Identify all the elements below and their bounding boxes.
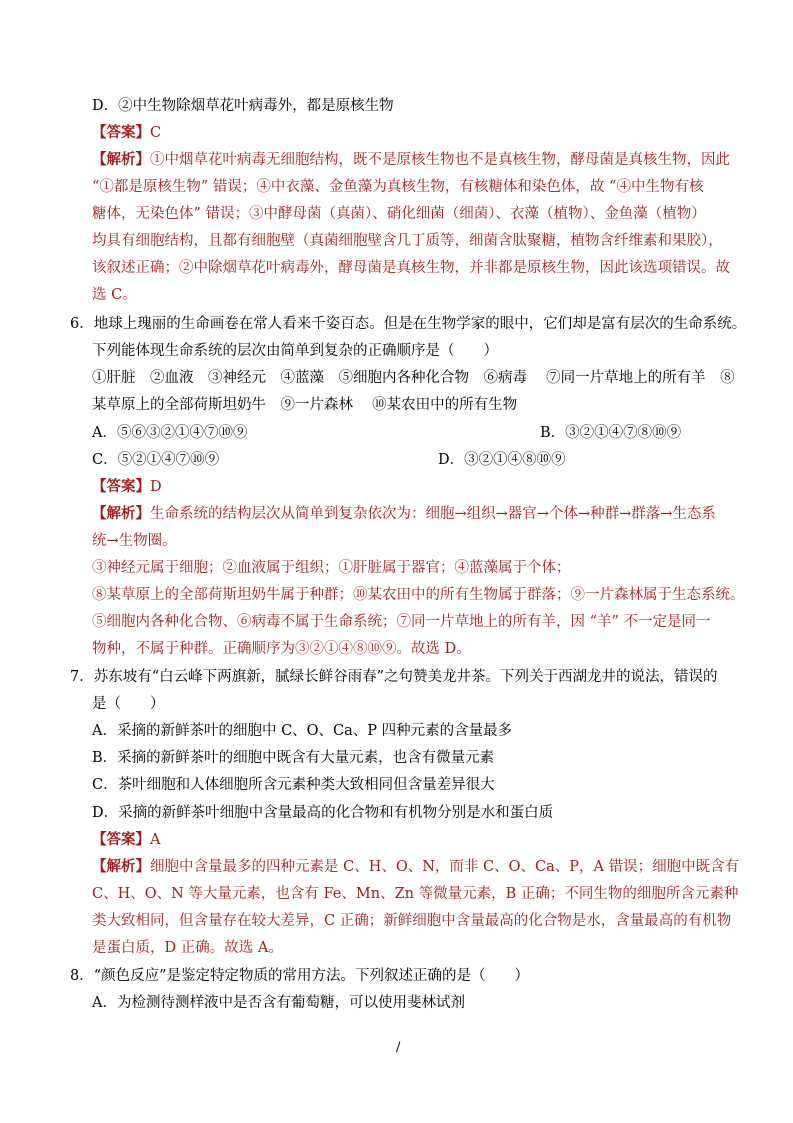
q6-stem: 某草原上的全部荷斯坦奶牛 ⑨一片森林 ⑩某农田中的所有生物	[92, 397, 518, 413]
q7-stem: 7．苏东坡有“白云峰下两旗新，腻绿长鲜谷雨春”之句赞美龙井茶。下列关于西湖龙井的说法，错误的	[70, 669, 718, 685]
answer-tag: 【答案】	[92, 124, 150, 141]
q5-analysis-line: 均具有细胞结构，且都有细胞壁（真菌细胞壁含几丁质等，细菌含肽聚糖，植物含纤维素和果胶），	[92, 233, 723, 249]
analysis-text: ①中烟草花叶病毒无细胞结构，既不是原核生物也不是真核生物，酵母菌是真核生物，因此	[150, 152, 730, 168]
q7-stem: 是（ ）	[92, 696, 165, 712]
q5-analysis-line: 选 C。	[92, 287, 137, 303]
q6-analysis-line: ⑤细胞内各种化合物、⑥病毒不属于生命系统；⑦同一片草地上的所有羊，因 “羊” 不一定是同一	[92, 614, 711, 630]
q6-option-b: B．③②①④⑦⑧⑩⑨	[540, 425, 682, 441]
q7-option-a: A．采摘的新鲜茶叶的细胞中 C、O、Ca、P 四种元素的含量最多	[92, 723, 513, 739]
q5-answer	[92, 123, 161, 143]
q6-options-row	[92, 423, 682, 443]
answer-value: A	[150, 832, 161, 848]
answer-value: C	[150, 125, 162, 141]
page-footer: /	[396, 1040, 401, 1055]
q7-option-c: C．茶叶细胞和人体细胞所含元素种类大致相同但含量差异很大	[92, 777, 495, 793]
q6-option-c: C．⑤②①④⑦⑩⑨	[92, 452, 220, 468]
q6-analysis-line	[92, 504, 716, 524]
q5-analysis-line: 该叙述正确；②中除烟草花叶病毒外，酵母菌是真核生物，并非都是原核生物，因此该选项错误。故	[92, 260, 730, 276]
q6-analysis-line: 统→生物圈。	[92, 533, 177, 549]
q6-options-row	[92, 450, 566, 470]
analysis-tag: 【解析】	[92, 505, 150, 522]
q7-answer	[92, 830, 160, 850]
q6-analysis-line: 物种，不属于种群。正确顺序为③②①④⑧⑩⑨。故选 D。	[92, 641, 471, 657]
q6-analysis-line: ⑧某草原上的全部荷斯坦奶牛属于种群；⑩某农田中的所有生物属于群落；⑨一片森林属于生态系统。	[92, 587, 745, 603]
answer-value: D	[150, 479, 162, 495]
q6-stem: 下列能体现生命系统的层次由简单到复杂的正确顺序是（ ）	[92, 343, 498, 359]
q6-analysis-line: ③神经元属于细胞；②血液属于组织；①肝脏属于器官；④蓝藻属于个体；	[92, 560, 571, 576]
analysis-text: 细胞中含量最多的四种元素是 C、H、O、N，而非 C、O、Ca、P，A 错误；细胞中既含有	[150, 859, 740, 875]
q6-answer	[92, 477, 162, 497]
q7-analysis-line: 类大致相同，但含量存在较大差异，C 正确；新鲜细胞中含量最高的化合物是水，含量最高的有机物	[92, 913, 732, 929]
analysis-tag: 【解析】	[92, 858, 150, 875]
analysis-tag: 【解析】	[92, 151, 150, 168]
q6-option-a: A．⑤⑥③②①④⑦⑩⑨	[92, 425, 248, 441]
q5-analysis-line: “①都是原核生物” 错误；④中衣藻、金鱼藻为真核生物，有核糖体和染色体，故 “④中生物有核	[92, 179, 704, 195]
q6-stem: ①肝脏 ②血液 ③神经元 ④蓝藻 ⑤细胞内各种化合物 ⑥病毒 ⑦同一片草地上的所有羊 ⑧	[92, 370, 735, 386]
analysis-text: 生命系统的结构层次从简单到复杂依次为：细胞→组织→器官→个体→种群→群落→生态系	[150, 506, 716, 522]
q5-option-d: D．②中生物除烟草花叶病毒外，都是原核生物	[92, 98, 394, 114]
q5-analysis-line	[92, 150, 730, 170]
q7-analysis-line: 是蛋白质，D 正确。故选 A。	[92, 940, 283, 956]
q8-option-a: A．为检测待测样液中是否含有葡萄糖，可以使用斐林试剂	[92, 995, 465, 1011]
answer-tag: 【答案】	[92, 478, 150, 495]
q7-option-b: B．采摘的新鲜茶叶的细胞中既含有大量元素，也含有微量元素	[92, 750, 495, 766]
q7-analysis-line	[92, 857, 739, 877]
q8-stem: 8．“颜色反应”是鉴定特定物质的常用方法。下列叙述正确的是（ ）	[70, 968, 530, 984]
q6-stem: 6．地球上瑰丽的生命画卷在常人看来千姿百态。但是在生物学家的眼中，它们却是富有层次的生命系统。	[70, 316, 747, 332]
q7-analysis-line: C、H、O、N 等大量元素，也含有 Fe、Mn、Zn 等微量元素，B 正确；不同生物的细胞所含元素种	[92, 886, 739, 902]
q6-option-d: D．③②①④⑧⑩⑨	[438, 452, 566, 468]
q7-option-d: D．采摘的新鲜茶叶细胞中含量最高的化合物和有机物分别是水和蛋白质	[92, 805, 554, 821]
q5-analysis-line: 糖体，无染色体” 错误；③中酵母菌（真菌）、硝化细菌（细菌）、衣藻（植物）、金鱼藻（植物）	[92, 206, 706, 222]
answer-tag: 【答案】	[92, 831, 150, 848]
